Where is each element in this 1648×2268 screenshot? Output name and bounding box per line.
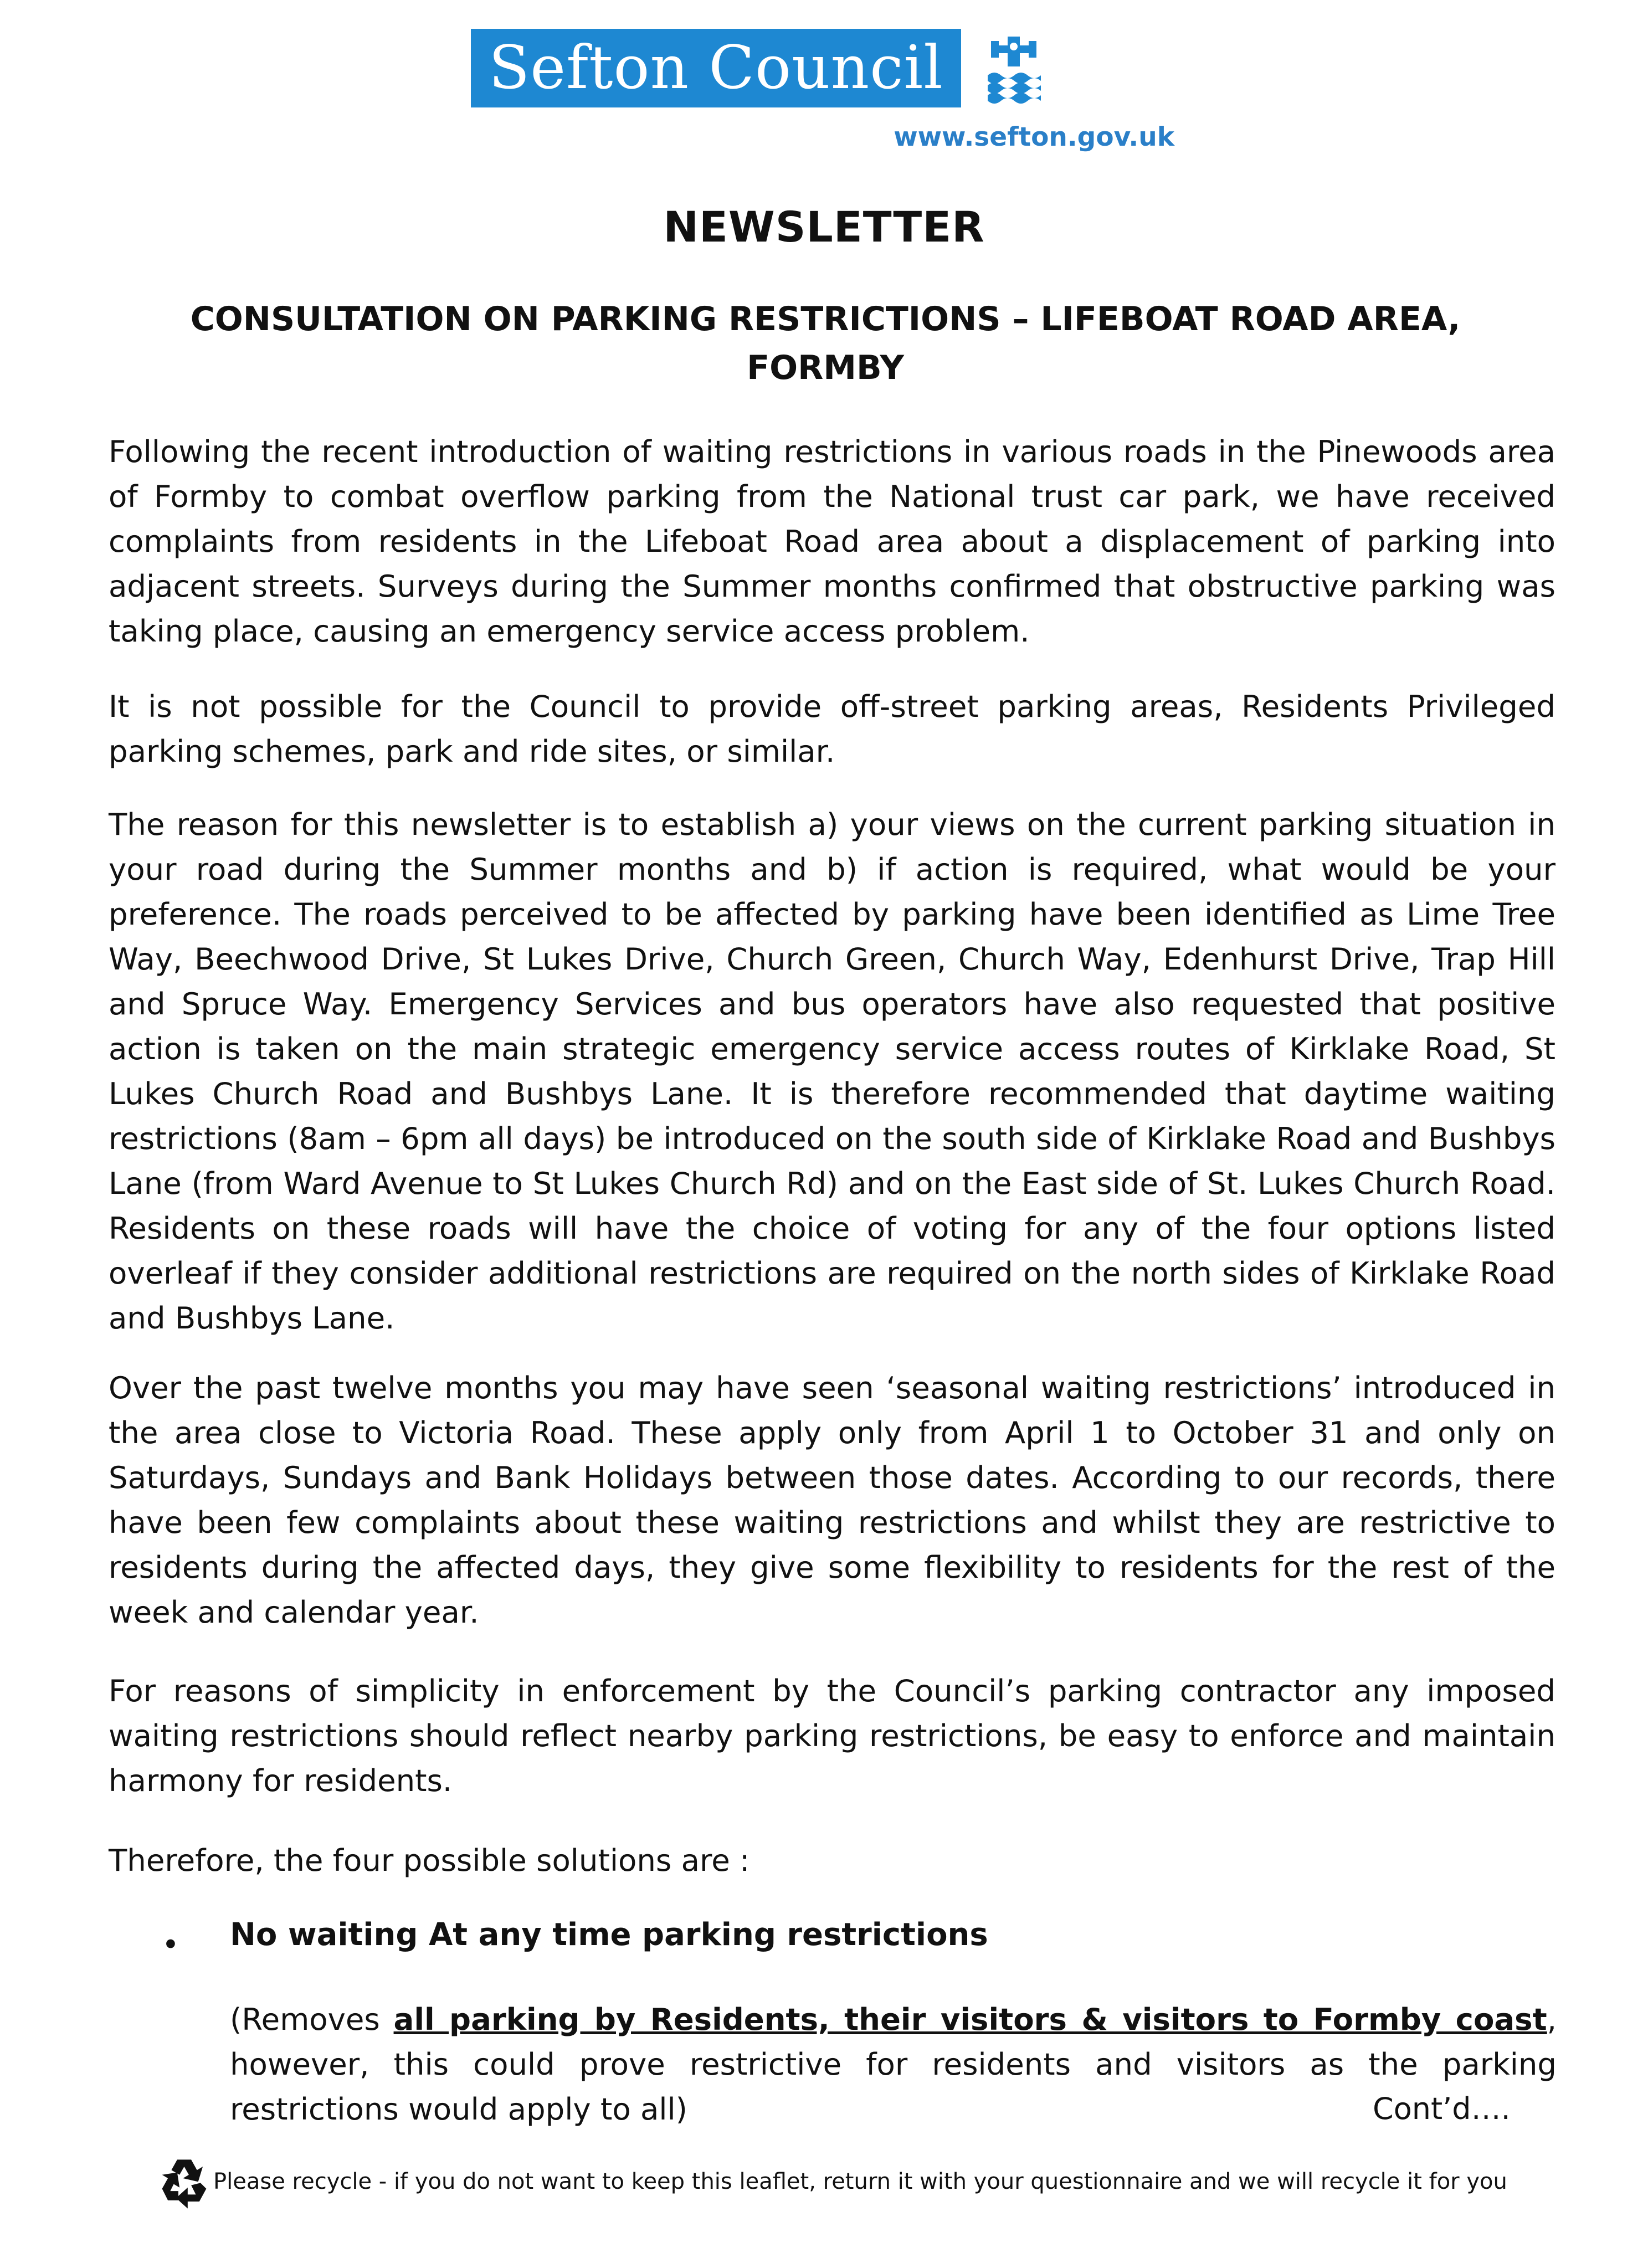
paragraph-seasonal: Over the past twelve months you may have seen ‘seasonal waiting restrictions’ introduced in the area close to Victoria Road. These apply only from April 1 to October 31 and only on Saturdays, Sundays and Bank Holidays between those dates. According to our records, there have been few complaints about these waiting restrictions and whilst they are restrictive to residents during the affected days, they give some flexibility to residents for the rest of the week and calendar year. xyxy=(109,1370,1555,1630)
bullet-heading: No waiting At any time parking restrictions xyxy=(230,1917,988,1953)
bullet-detail-underlined: all parking by Residents, their visitors & visitors to Formby coast xyxy=(393,2002,1547,2037)
continued-label: Cont’d…. xyxy=(1373,2091,1511,2126)
sefton-council-logo xyxy=(471,29,1053,107)
paragraph-no-offstreet: It is not possible for the Council to provide off-street parking areas, Residents Privileged parking schemes, park and ride sites, or similar. xyxy=(109,689,1555,769)
paragraph-reason: The reason for this newsletter is to establish a) your views on the current parking situation in your road during the Summer months and b) if action is required, what would be your preference. The roads perceived to be affected by parking have been identified as Lime Tree Way, Beechwood Drive, St Lukes Drive, Church Green, Church Way, Edenhurst Drive, Trap Hill and Spruce Way. Emergency Services and bus operators have also requested that positive action is taken on the main strategic emergency service access routes of Kirklake Road, St Lukes Church Road and Bushbys Lane. It is therefore recommended that daytime waiting restrictions (8am – 6pm all days) be introduced on the south side of Kirklake Road and Bushbys Lane (from Ward Avenue to St Lukes Church Rd) and on the East side of St. Lukes Church Road. Residents on these roads will have the choice of voting for any of the four options listed overleaf if they consider additional restrictions are required on the north sides of Kirklake Road and Bushbys Lane. xyxy=(109,807,1555,1336)
page-subtitle: CONSULTATION ON PARKING RESTRICTIONS – LIFEBOAT ROAD AREA, FORMBY xyxy=(190,300,1461,387)
bullet-detail-suffix: , however, this could prove restrictive for residents and visitors as the parking restrictions would apply to all) xyxy=(230,2002,1557,2127)
bullet-detail xyxy=(230,1997,1557,2132)
website-url: www.sefton.gov.uk xyxy=(894,122,1174,152)
council-crest-icon xyxy=(983,32,1044,107)
logo-wordmark: Sefton Council xyxy=(471,29,961,107)
bullet-marker: • xyxy=(162,1927,179,1962)
recycle-footer: Please recycle - if you do not want to keep this leaflet, return it with your questionnaire and we will recycle it for you xyxy=(213,2169,1507,2194)
paragraph-intro: Following the recent introduction of waiting restrictions in various roads in the Pinewoods area of Formby to combat overflow parking from the National trust car park, we have received complaints from residents in the Lifeboat Road area about a displacement of parking into adjacent streets. Surveys during the Summer months confirmed that obstructive parking was taking place, causing an emergency service access problem. xyxy=(109,434,1555,649)
paragraph-solutions-intro: Therefore, the four possible solutions are : xyxy=(109,1843,750,1878)
recycle-icon xyxy=(155,2155,213,2213)
bullet-detail-prefix: (Removes xyxy=(230,2002,394,2037)
paragraph-simplicity: For reasons of simplicity in enforcement by the Council’s parking contractor any imposed waiting restrictions should reflect nearby parking restrictions, be easy to enforce and maintain harmony for residents. xyxy=(109,1673,1555,1798)
page-title: NEWSLETTER xyxy=(663,202,985,252)
